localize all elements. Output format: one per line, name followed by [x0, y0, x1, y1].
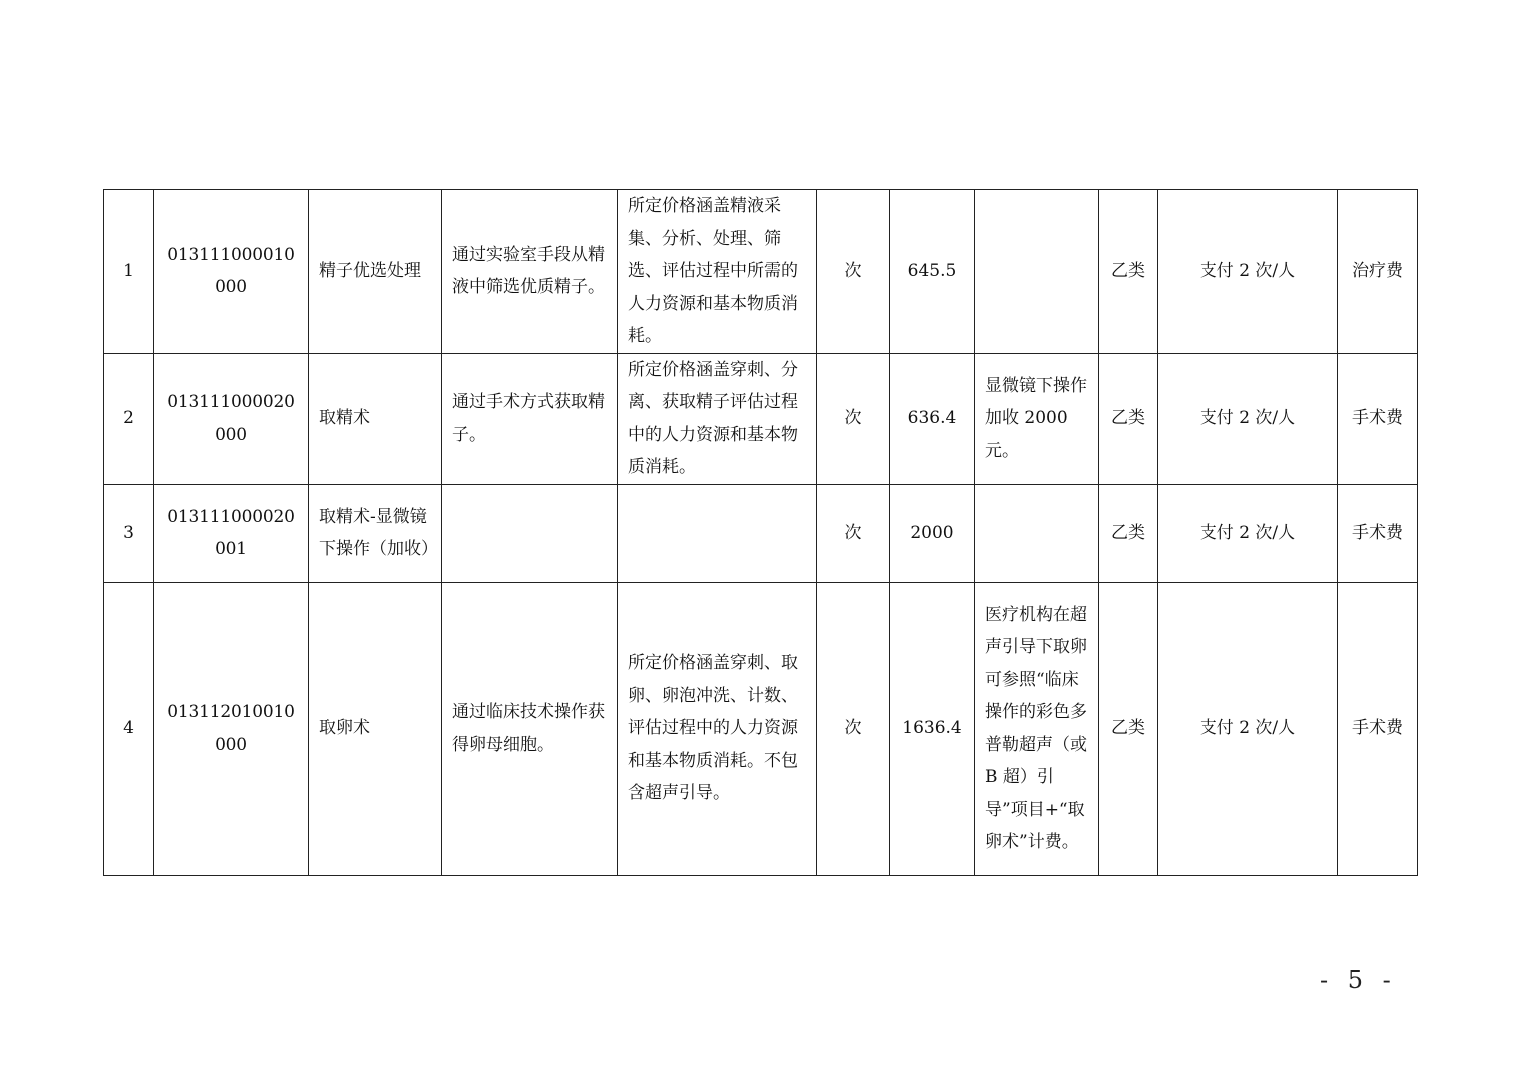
explanation-note [975, 190, 1099, 354]
fee-type: 手术费 [1338, 484, 1418, 582]
payment-limit: 支付 2 次/人 [1158, 582, 1338, 875]
item-code: 013111000010000 [154, 190, 309, 354]
item-code: 013111000020001 [154, 484, 309, 582]
fee-type: 手术费 [1338, 353, 1418, 484]
insurance-category: 乙类 [1099, 353, 1158, 484]
price-scope: 所定价格涵盖穿刺、分离、获取精子评估过程中的人力资源和基本物质消耗。 [618, 353, 817, 484]
service-content: 通过手术方式获取精子。 [442, 353, 618, 484]
price-scope [618, 484, 817, 582]
row-number: 4 [104, 582, 154, 875]
fee-table [103, 189, 1418, 876]
item-code: 013112010010000 [154, 582, 309, 875]
table-row [104, 190, 1418, 354]
pricing-unit: 次 [817, 190, 890, 354]
pricing-unit: 次 [817, 353, 890, 484]
price: 636.4 [890, 353, 975, 484]
insurance-category: 乙类 [1099, 582, 1158, 875]
service-content: 通过实验室手段从精液中筛选优质精子。 [442, 190, 618, 354]
row-number: 2 [104, 353, 154, 484]
price: 645.5 [890, 190, 975, 354]
item-code: 013111000020000 [154, 353, 309, 484]
pricing-unit: 次 [817, 582, 890, 875]
insurance-category: 乙类 [1099, 484, 1158, 582]
row-number: 3 [104, 484, 154, 582]
table-row [104, 582, 1418, 875]
row-number: 1 [104, 190, 154, 354]
payment-limit: 支付 2 次/人 [1158, 484, 1338, 582]
fee-type: 治疗费 [1338, 190, 1418, 354]
pricing-unit: 次 [817, 484, 890, 582]
explanation-note [975, 484, 1099, 582]
insurance-category: 乙类 [1099, 190, 1158, 354]
price-scope: 所定价格涵盖穿刺、取卵、卵泡冲洗、计数、评估过程中的人力资源和基本物质消耗。不包含超声引导。 [618, 582, 817, 875]
explanation-note: 医疗机构在超声引导下取卵可参照“临床操作的彩色多普勒超声（或 B 超）引导”项目+“取卵术”计费。 [975, 582, 1099, 875]
service-content: 通过临床技术操作获得卵母细胞。 [442, 582, 618, 875]
fee-type: 手术费 [1338, 582, 1418, 875]
item-name: 取精术-显微镜下操作（加收） [309, 484, 442, 582]
price: 2000 [890, 484, 975, 582]
item-name: 取卵术 [309, 582, 442, 875]
explanation-note: 显微镜下操作加收 2000 元。 [975, 353, 1099, 484]
table-row [104, 353, 1418, 484]
table-row [104, 484, 1418, 582]
price-scope: 所定价格涵盖精液采集、分析、处理、筛选、评估过程中所需的人力资源和基本物质消耗。 [618, 190, 817, 354]
payment-limit: 支付 2 次/人 [1158, 190, 1338, 354]
item-name: 精子优选处理 [309, 190, 442, 354]
page-number: - 5 - [1320, 966, 1397, 994]
payment-limit: 支付 2 次/人 [1158, 353, 1338, 484]
price: 1636.4 [890, 582, 975, 875]
service-content [442, 484, 618, 582]
item-name: 取精术 [309, 353, 442, 484]
